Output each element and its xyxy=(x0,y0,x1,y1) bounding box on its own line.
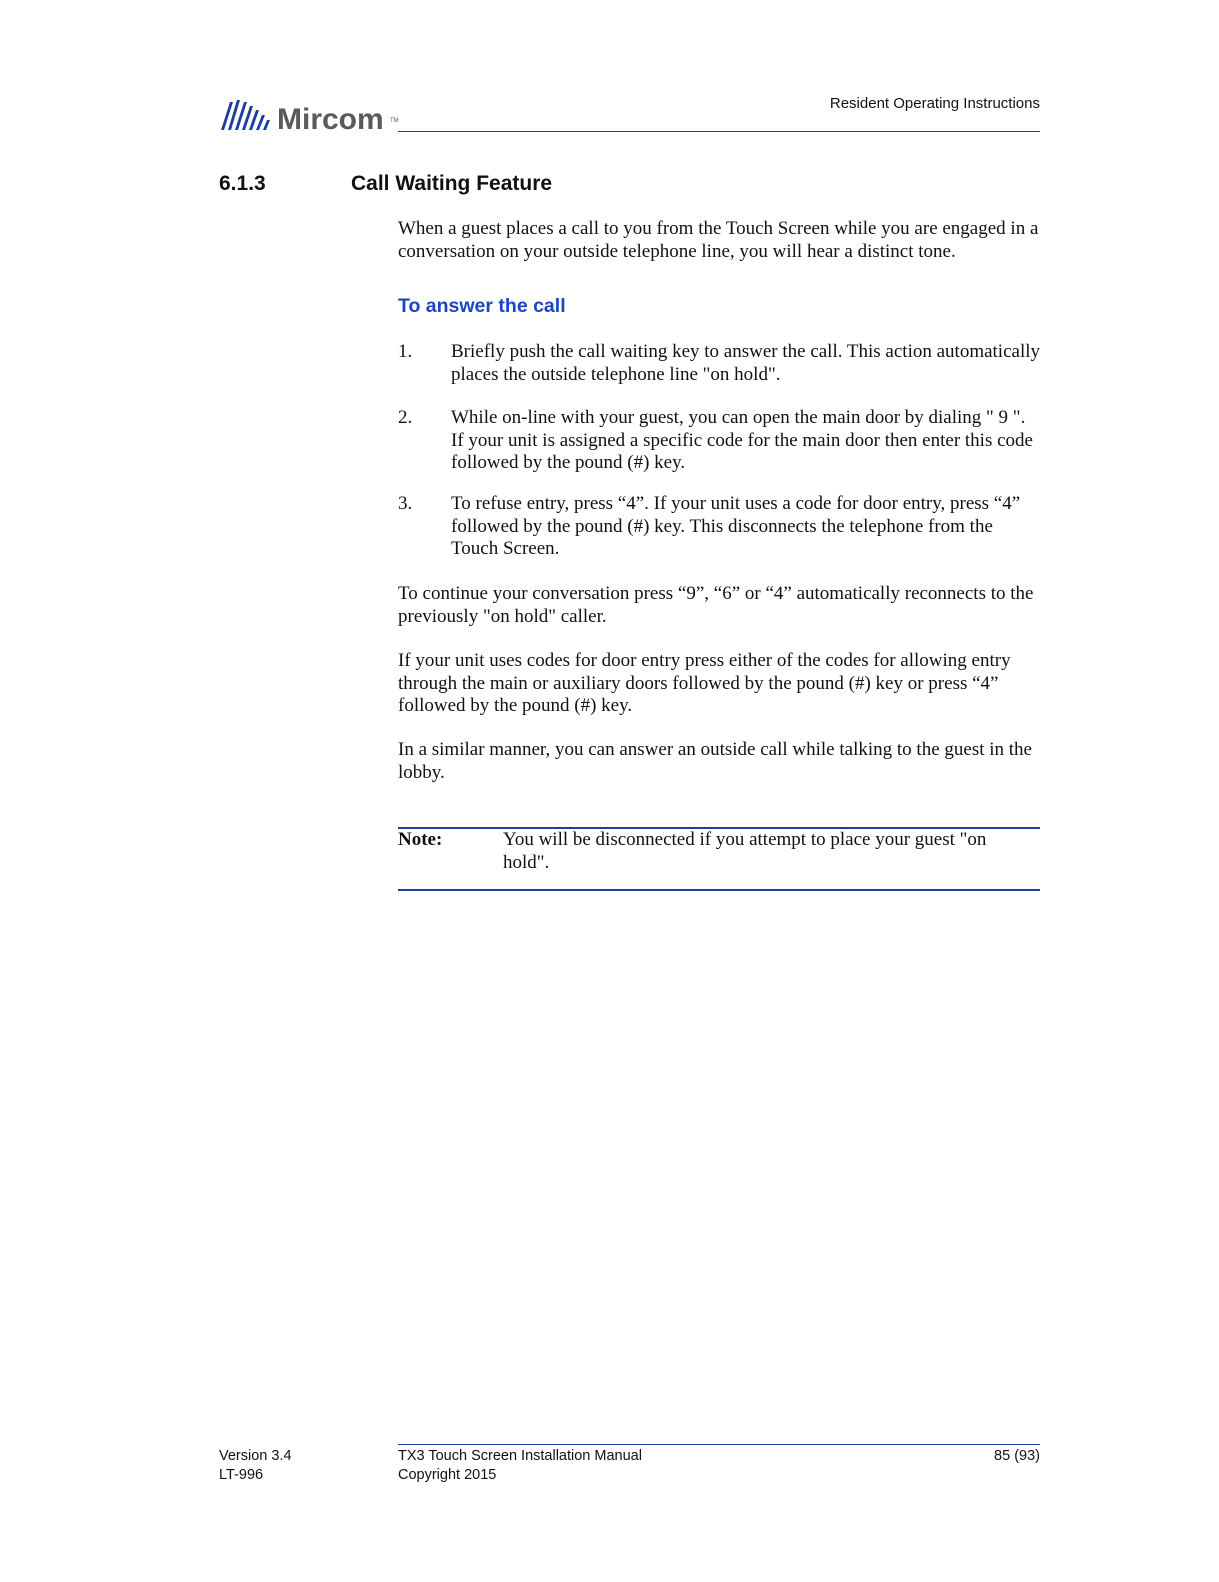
logo-wordmark: Mircom xyxy=(277,103,384,134)
footer-rule xyxy=(398,1444,1040,1445)
logo-stripes-icon xyxy=(221,100,270,130)
section-title: Call Waiting Feature xyxy=(351,172,553,195)
list-item xyxy=(398,341,1040,386)
footer-copyright: Copyright 2015 xyxy=(398,1467,497,1483)
list-item xyxy=(398,493,1040,561)
header-rule xyxy=(398,131,1040,132)
step-text: While on-line with your guest, you can open the main door by dialing " 9 ". If your unit is assigned a specific code for the main door then enter this code followed by the pound (#) key. xyxy=(451,407,1033,473)
step-number: 1. xyxy=(398,341,413,362)
footer-version: Version 3.4 xyxy=(219,1448,292,1464)
paragraph: If your unit uses codes for door entry press either of the codes for allowing entry through the main or auxiliary doors followed by the pound (#) key or press “4” followed by the pound (#) key. xyxy=(398,650,1011,716)
note-label: Note: xyxy=(398,829,443,850)
header-section-title: Resident Operating Instructions xyxy=(829,95,1040,112)
step-text: To refuse entry, press “4”. If your unit uses a code for door entry, press “4” followed by the pound (#) key. This disconnects the telephone from the Touch Screen. xyxy=(451,493,1021,559)
footer-page-number: 85 (93) xyxy=(994,1448,1040,1464)
mircom-logo xyxy=(219,98,399,134)
list-item xyxy=(398,407,1040,475)
section-number: 6.1.3 xyxy=(219,172,266,195)
footer-doc-code: LT-996 xyxy=(219,1467,264,1483)
paragraph: In a similar manner, you can answer an outside call while talking to the guest in the lobby. xyxy=(398,739,1032,783)
footer-manual-title: TX3 Touch Screen Installation Manual xyxy=(398,1448,642,1464)
step-text: Briefly push the call waiting key to answer the call. This action automatically places the outside telephone line "on hold". xyxy=(451,341,1041,385)
subheading: To answer the call xyxy=(398,295,566,317)
note-bottom-rule xyxy=(398,889,1040,891)
intro-paragraph: When a guest places a call to you from the Touch Screen while you are engaged in a conversation on your outside telephone line, you will hear a distinct tone. xyxy=(398,218,1039,262)
svg-text:TM: TM xyxy=(390,118,399,124)
paragraph: To continue your conversation press “9”, “6” or “4” automatically reconnects to the previously "on hold" caller. xyxy=(398,583,1034,627)
step-number: 3. xyxy=(398,493,413,514)
step-number: 2. xyxy=(398,407,413,428)
note-text: You will be disconnected if you attempt to place your guest "on hold". xyxy=(503,829,987,873)
